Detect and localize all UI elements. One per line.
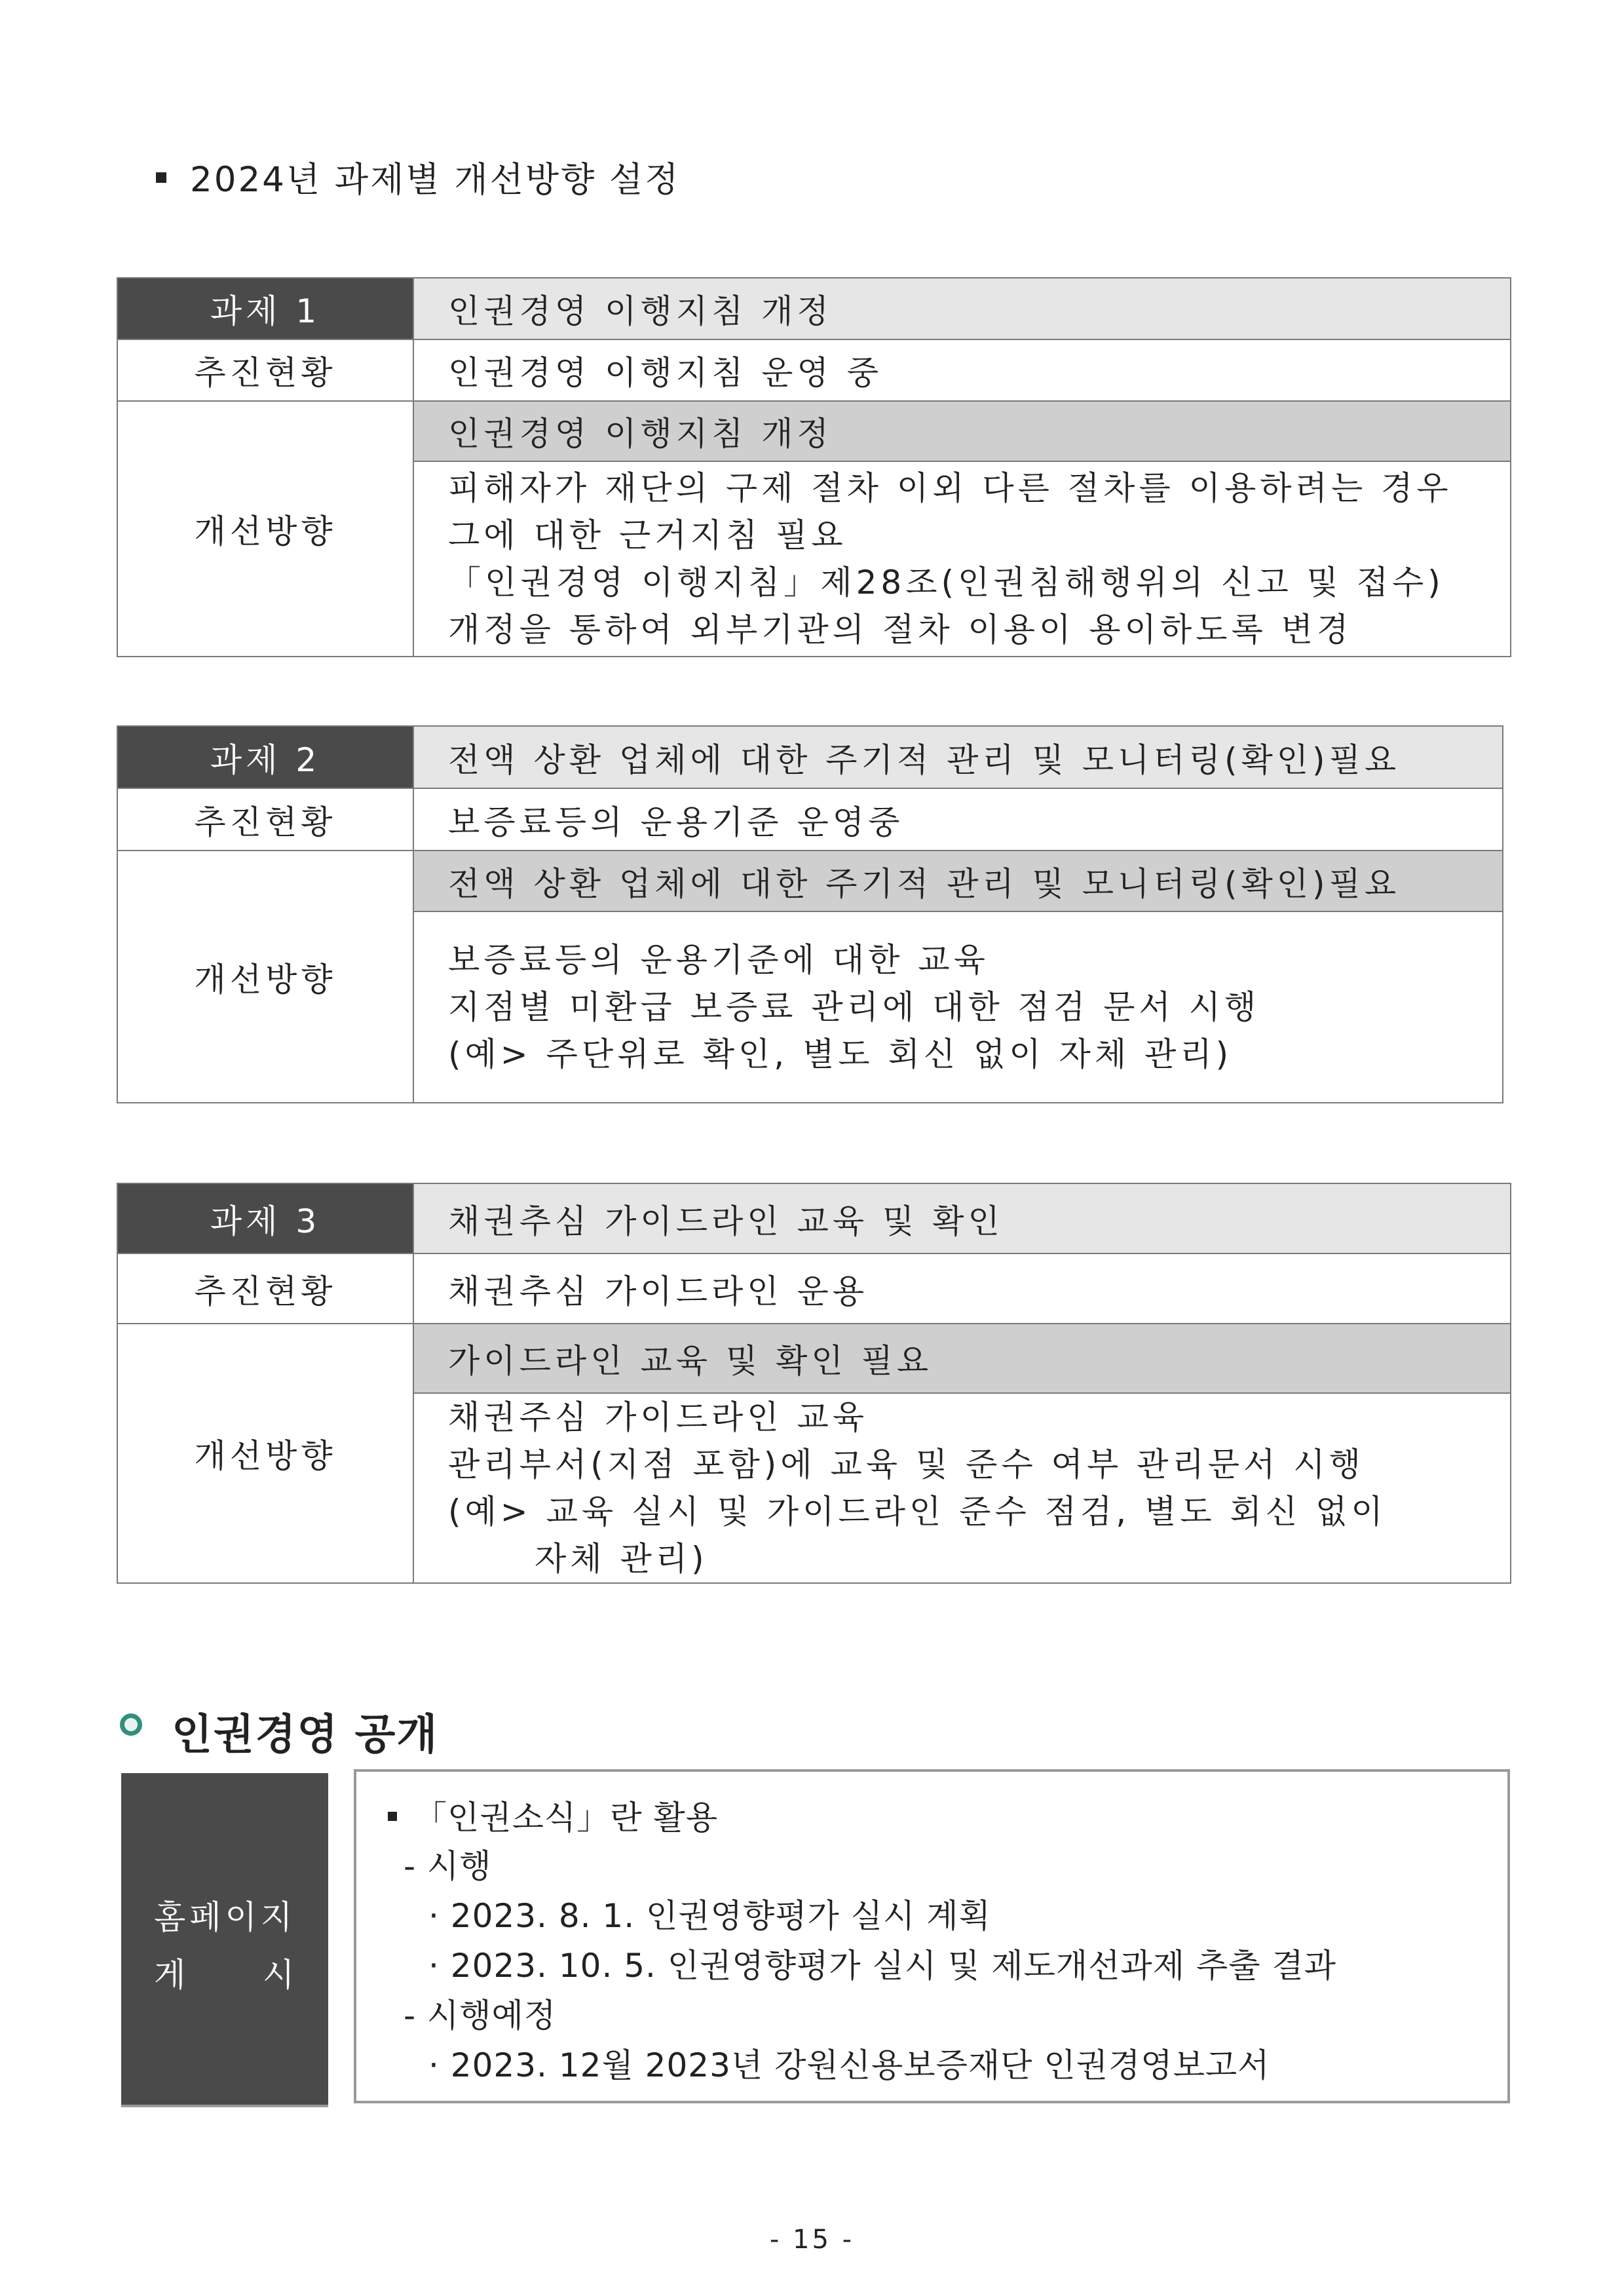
improve-line: 관리부서(지점 포함)에 교육 및 준수 여부 관리문서 시행 — [448, 1445, 1365, 1483]
improve-body — [413, 461, 1511, 657]
improve-title: 가이드라인 교육 및 확인 필요 — [413, 1324, 1511, 1393]
planned-item: · 2023. 12월 2023년 강원신용보증재단 인권경영보고서 — [428, 2046, 1270, 2084]
improve-title: 인권경영 이행지침 개정 — [413, 401, 1511, 461]
task-2-table — [117, 725, 1503, 1103]
publication-content-box — [354, 1769, 1510, 2103]
status-row — [117, 339, 1511, 401]
publication-title: 인권경영 공개 — [172, 1711, 439, 1759]
square-bullet-icon — [156, 172, 166, 183]
improve-line: 피해자가 재단의 구제 절차 이외 다른 절차를 이용하려는 경우 — [448, 469, 1452, 507]
status-label: 추진현황 — [117, 339, 413, 401]
status-value: 인권경영 이행지침 운영 중 — [413, 339, 1511, 401]
improve-line: 개정을 통하여 외부기관의 절차 이용이 용이하도록 변경 — [448, 611, 1353, 649]
publication-bullet — [388, 1791, 718, 1839]
task-header-row — [117, 726, 1503, 788]
improve-line: (예> 주단위로 확인, 별도 회신 없이 자체 관리) — [448, 1035, 1233, 1073]
homepage-label-box — [121, 1773, 328, 2107]
improve-line: 「인권경영 이행지침」제28조(인권침해행위의 신고 및 접수) — [448, 564, 1445, 602]
homepage-label-line1: 홈페이지 — [154, 1898, 297, 1936]
improve-title: 전액 상환 업체에 대한 주기적 관리 및 모니터링(확인)필요 — [413, 851, 1503, 911]
improve-line: 지점별 미환급 보증료 관리에 대한 점검 문서 시행 — [448, 988, 1260, 1026]
improve-label: 개선방향 — [117, 851, 413, 1103]
improve-body — [413, 911, 1503, 1103]
improve-title-row — [117, 851, 1503, 911]
task-1-table — [117, 277, 1511, 657]
improve-line: 채권주심 가이드라인 교육 — [448, 1398, 869, 1436]
task-label: 과제 3 — [117, 1183, 413, 1253]
done-item: · 2023. 8. 1. 인권영향평가 실시 계획 — [428, 1897, 991, 1935]
task-title: 채권추심 가이드라인 교육 및 확인 — [413, 1183, 1511, 1253]
improve-line: (예> 교육 실시 및 가이드라인 준수 점검, 별도 회신 없이 — [448, 1493, 1387, 1531]
improve-title-row — [117, 401, 1511, 461]
improve-title-row — [117, 1324, 1511, 1393]
status-label: 추진현황 — [117, 1253, 413, 1324]
task-header-row — [117, 278, 1511, 339]
square-bullet-icon — [388, 1812, 397, 1821]
task-label: 과제 2 — [117, 726, 413, 788]
status-value: 보증료등의 운용기준 운영중 — [413, 788, 1503, 851]
status-label: 추진현황 — [117, 788, 413, 851]
circle-bullet-icon — [120, 1713, 142, 1736]
task-label: 과제 1 — [117, 278, 413, 339]
done-item: · 2023. 10. 5. 인권영향평가 실시 및 제도개선과제 추출 결과 — [428, 1947, 1336, 1985]
page-number: - 15 - — [769, 2225, 855, 2255]
improve-label: 개선방향 — [117, 401, 413, 657]
improve-line: 자체 관리) — [535, 1540, 708, 1578]
improve-body — [413, 1393, 1511, 1583]
task-header-row — [117, 1183, 1511, 1253]
improve-line: 그에 대한 근거지침 필요 — [448, 516, 847, 554]
section-heading-text: 2024년 과제별 개선방향 설정 — [190, 160, 681, 200]
status-row — [117, 788, 1503, 851]
task-title: 인권경영 이행지침 개정 — [413, 278, 1511, 339]
improve-line: 보증료등의 운용기준에 대한 교육 — [448, 941, 989, 979]
task-3-table — [117, 1183, 1511, 1584]
status-value: 채권추심 가이드라인 운용 — [413, 1253, 1511, 1324]
publication-bullet-text: 「인권소식」란 활용 — [414, 1799, 718, 1837]
status-row — [117, 1253, 1511, 1324]
section-heading — [156, 152, 680, 202]
done-label: - 시행 — [404, 1847, 492, 1885]
planned-label: - 시행예정 — [404, 1997, 557, 2035]
improve-label: 개선방향 — [117, 1324, 413, 1583]
homepage-label-line2: 게 시 — [154, 1956, 295, 1994]
task-title: 전액 상환 업체에 대한 주기적 관리 및 모니터링(확인)필요 — [413, 726, 1503, 788]
